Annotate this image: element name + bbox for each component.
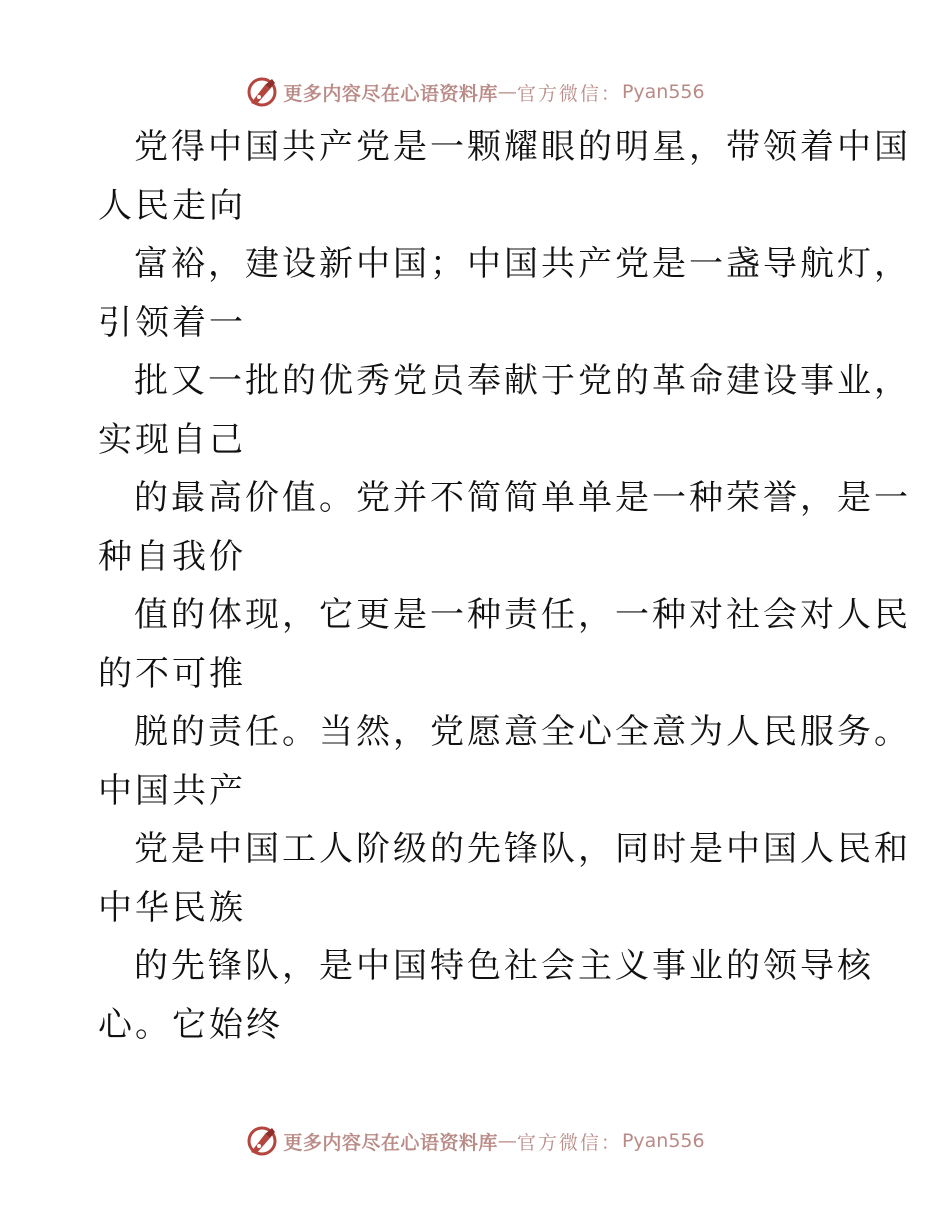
- header-watermark: [0, 72, 950, 112]
- text-line: 党得中国共产党是一颗耀眼的明星，带领着中国: [134, 127, 911, 167]
- watermark-wechat-label: 官方微信：: [516, 82, 622, 105]
- text-line: 富裕，建设新中国；中国共产党是一盏导航灯，: [134, 244, 911, 284]
- watermark-main-text: 更多内容尽在心语资料库: [283, 82, 498, 105]
- watermark-dash: —: [497, 81, 517, 103]
- watermark-wechat-label: 官方微信：: [516, 1131, 622, 1154]
- text-line: 党是中国工人阶级的先锋队，同时是中国人民和: [134, 829, 911, 869]
- text-line: 人民走向: [98, 185, 246, 226]
- document-body: [98, 118, 911, 1054]
- watermark-dash: —: [497, 1130, 517, 1152]
- text-line: 中华民族: [98, 887, 246, 928]
- text-line: 实现自己: [98, 419, 246, 460]
- text-line: 批又一批的优秀党员奉献于党的革命建设事业，: [134, 361, 911, 401]
- text-line: 心。它始终: [98, 1004, 283, 1045]
- watermark-main-text: 更多内容尽在心语资料库: [283, 1131, 498, 1154]
- watermark-wechat-id: Pyan556: [621, 1130, 705, 1152]
- pen-nib-circle-icon: [245, 1124, 279, 1158]
- text-line: 引领着一: [98, 302, 246, 343]
- text-line: 值的体现，它更是一种责任，一种对社会对人民: [134, 595, 911, 635]
- watermark-wechat-id: Pyan556: [621, 81, 705, 103]
- text-line: 的先锋队，是中国特色社会主义事业的领导核: [134, 946, 874, 986]
- text-line: 的不可推: [98, 653, 246, 694]
- text-line: 的最高价值。党并不简简单单是一种荣誉，是一: [134, 478, 911, 518]
- text-line: 脱的责任。当然，党愿意全心全意为人民服务。: [134, 712, 911, 752]
- pen-nib-circle-icon: [245, 75, 279, 109]
- text-line: 中国共产: [98, 770, 246, 811]
- text-line: 种自我价: [98, 536, 246, 577]
- footer-watermark: [0, 1121, 950, 1161]
